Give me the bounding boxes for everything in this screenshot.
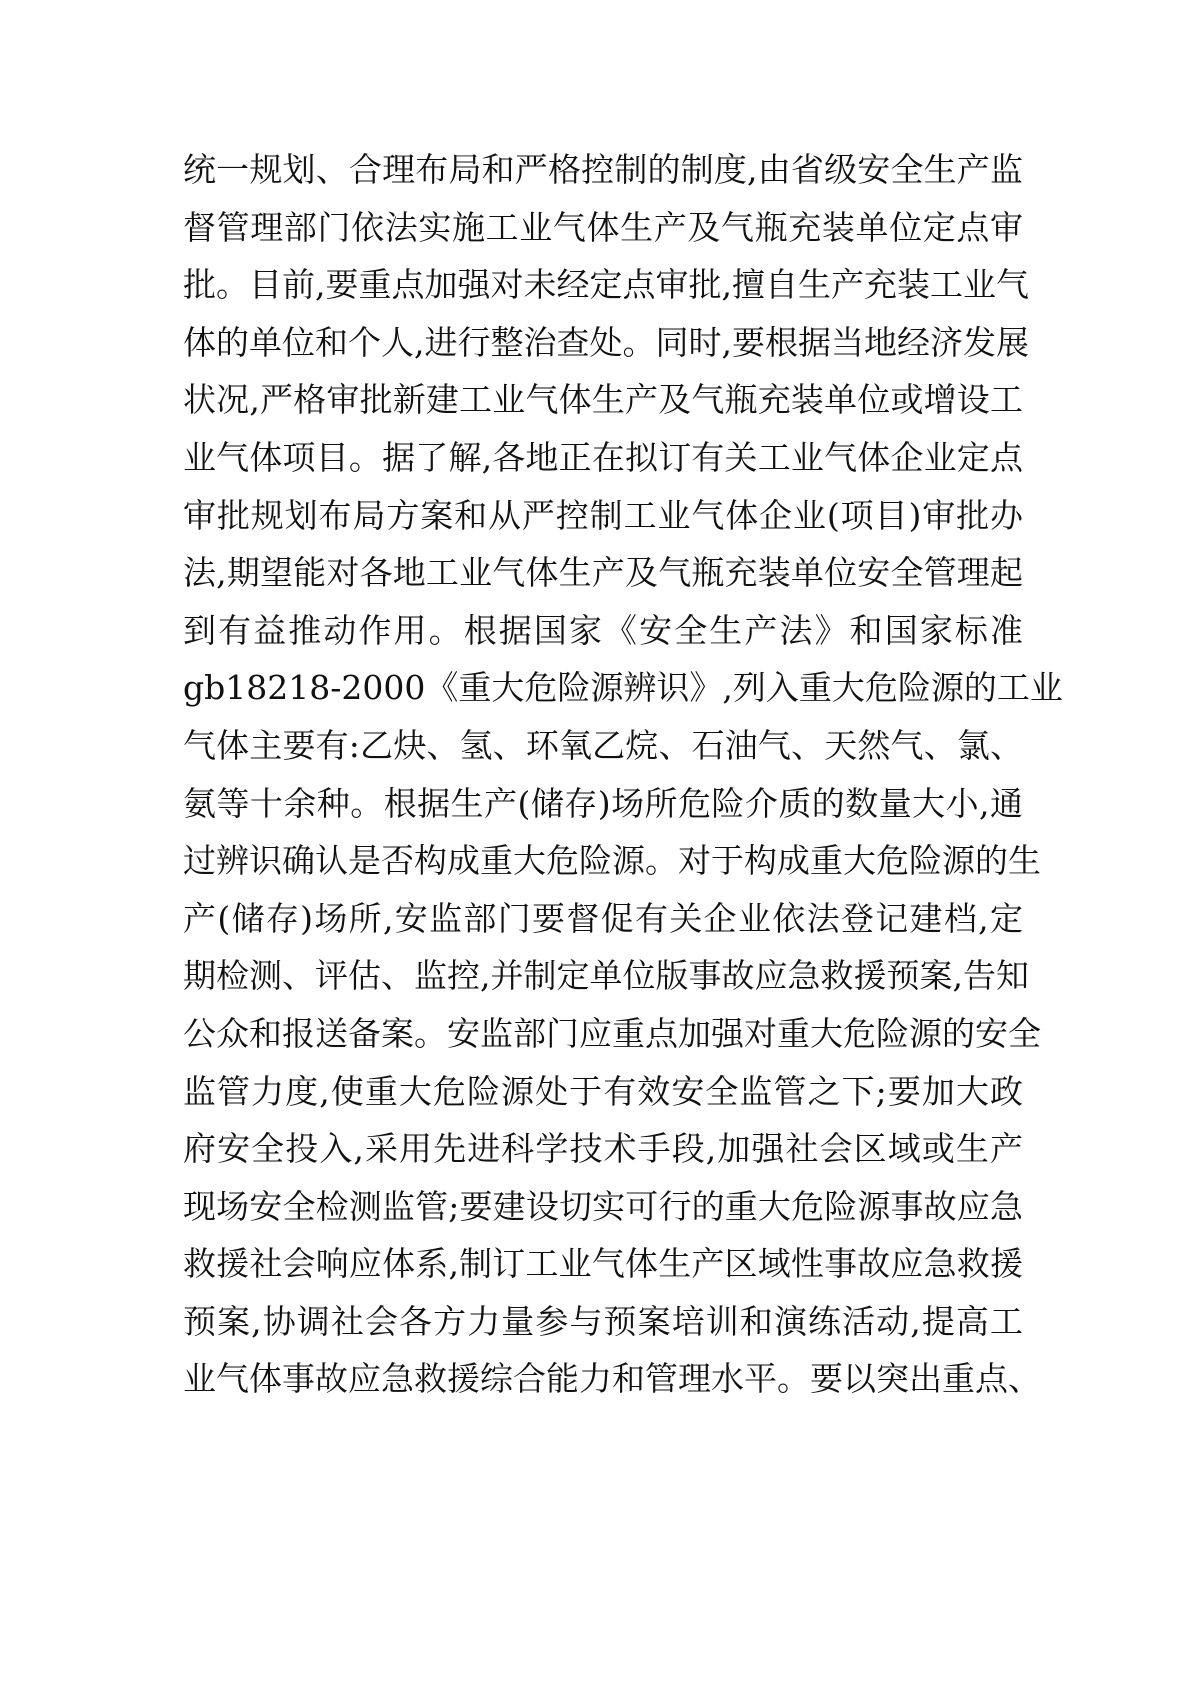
text-line-4: 体的单位和个人,进行整治查处。同时,要根据当地经济发展 [183, 322, 1029, 362]
text-line-12: 氨等十余种。根据生产(储存)场所危险介质的数量大小,通 [183, 783, 1023, 823]
text-line-20: 救援社会响应体系,制订工业气体生产区域性事故应急救援 [183, 1244, 1023, 1284]
text-line-2: 督管理部门依法实施工业气体生产及气瓶充装单位定点审 [183, 207, 1023, 247]
text-line-15: 期检测、评估、监控,并制定单位版事故应急救援预案,告知 [183, 956, 1029, 996]
body-text [183, 141, 1063, 1408]
text-line-7: 审批规划布局方案和从严控制工业气体企业(项目)审批办 [183, 495, 1023, 535]
text-line-19: 现场安全检测监管;要建设切实可行的重大危险源事故应急 [183, 1186, 1023, 1226]
text-line-13: 过辨识确认是否构成重大危险源。对于构成重大危险源的生 [183, 841, 1041, 881]
text-line-22: 业气体事故应急救援综合能力和管理水平。要以突出重点、 [183, 1359, 1041, 1399]
text-line-11: 气体主要有:乙炔、氢、环氧乙烷、石油气、天然气、氯、 [183, 725, 1023, 765]
text-line-14: 产(储存)场所,安监部门要督促有关企业依法登记建档,定 [183, 898, 1023, 938]
text-line-17: 监管力度,使重大危险源处于有效安全监管之下;要加大政 [183, 1071, 1023, 1111]
text-line-21: 预案,协调社会各方力量参与预案培训和演练活动,提高工 [183, 1301, 1023, 1341]
text-line-5: 状况,严格审批新建工业气体生产及气瓶充装单位或增设工 [183, 380, 1023, 420]
text-line-3: 批。目前,要重点加强对未经定点审批,擅自生产充装工业气 [183, 265, 1029, 305]
text-line-6: 业气体项目。据了解,各地正在拟订有关工业气体企业定点 [183, 437, 1023, 477]
text-line-18: 府安全投入,采用先进科学技术手段,加强社会区域或生产 [183, 1129, 1023, 1169]
text-line-9: 到有益推动作用。根据国家《安全生产法》和国家标准 [183, 610, 1023, 650]
text-line-1: 统一规划、合理布局和严格控制的制度,由省级安全生产监 [183, 150, 1023, 189]
text-line-16: 公众和报送备案。安监部门应重点加强对重大危险源的安全 [183, 1013, 1041, 1053]
text-line-10: gb18218-2000《重大危险源辨识》,列入重大危险源的工业 [183, 668, 1063, 708]
text-line-8: 法,期望能对各地工业气体生产及气瓶充装单位安全管理起 [183, 553, 1023, 593]
